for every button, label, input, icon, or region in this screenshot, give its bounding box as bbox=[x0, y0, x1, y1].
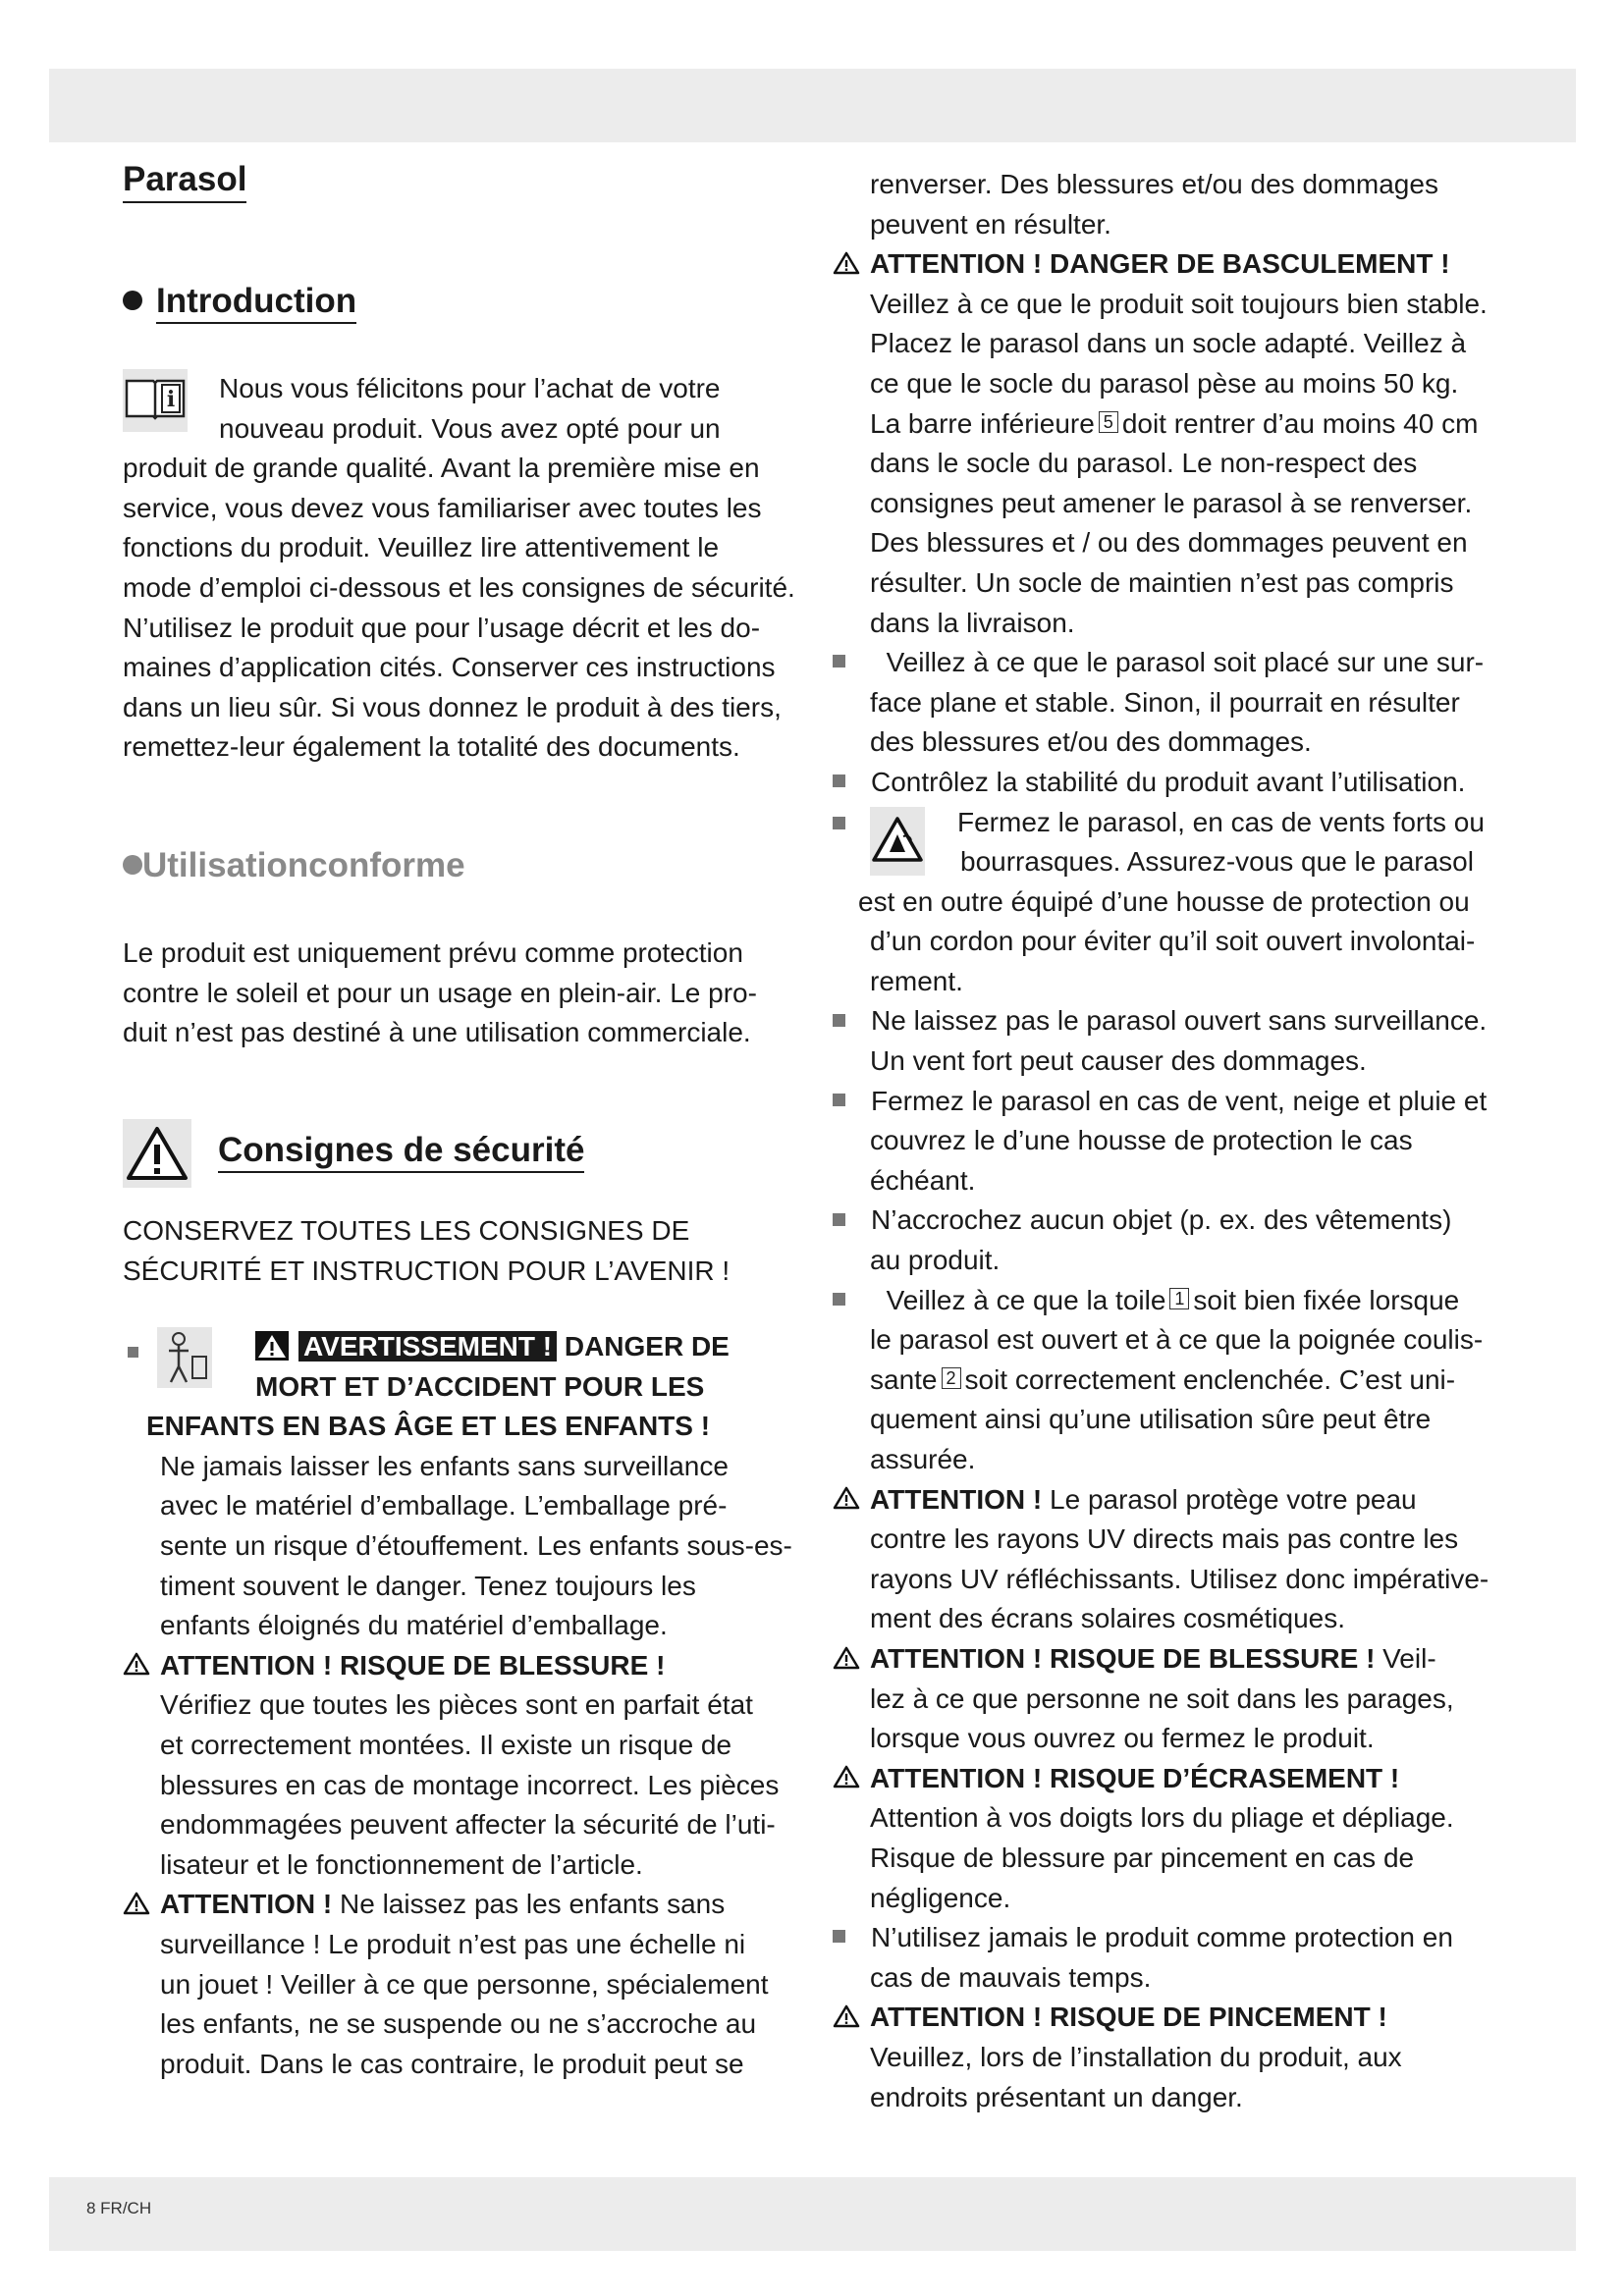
text-line: Veuillez, lors de l’installation du produit, aux bbox=[870, 2041, 1402, 2072]
warning-title-line: MORT ET D’ACCIDENT POUR LES bbox=[255, 1370, 705, 1402]
text-line: renverser. Des blessures et/ou des dommages bbox=[870, 169, 1438, 199]
info-book-icon bbox=[123, 369, 188, 432]
text-line: lez à ce que personne ne soit dans les parages, bbox=[870, 1682, 1454, 1714]
part-number-badge: 2 bbox=[942, 1367, 961, 1389]
text-line: service, vous devez vous familiariser avec toutes les bbox=[123, 492, 762, 523]
text-line: le parasol est ouvert et à ce que la poignée coulis- bbox=[870, 1324, 1484, 1356]
caution-title: ATTENTION ! RISQUE DE BLESSURE ! Veil- bbox=[833, 1639, 1530, 1680]
bullet-square-icon bbox=[833, 1213, 845, 1226]
text-line: enfants éloignés du matériel d’emballage. bbox=[160, 1610, 668, 1641]
text-line: Fermez le parasol, en cas de vents forts ou bbox=[957, 806, 1485, 837]
usage-section bbox=[123, 934, 810, 1053]
text-line: négligence. bbox=[870, 1882, 1011, 1913]
text-line: rement. bbox=[870, 965, 963, 996]
text-line: dans le socle du parasol. Le non-respect des bbox=[870, 448, 1418, 479]
bullet-square-icon bbox=[128, 1347, 138, 1358]
text-line: Ne jamais laisser les enfants sans surveillance bbox=[160, 1450, 729, 1481]
intro-heading: Introduction bbox=[123, 282, 356, 321]
list-item: Fermez le parasol en cas de vent, neige et pluie et bbox=[833, 1082, 1530, 1122]
text-line: est en outre équipé d’une housse de protection ou bbox=[858, 885, 1470, 917]
text-line: Des blessures et / ou des dommages peuvent en bbox=[870, 527, 1468, 559]
caution-triangle-icon bbox=[833, 2003, 860, 2029]
warning-badge: AVERTISSEMENT ! bbox=[298, 1331, 557, 1362]
bullet-dot-icon bbox=[123, 291, 142, 310]
text-line: Vérifiez que toutes les pièces sont en parfait état bbox=[160, 1689, 753, 1721]
footer-bar bbox=[49, 2177, 1576, 2251]
text-line: peuvent en résulter. bbox=[870, 208, 1111, 240]
bullet-square-icon bbox=[833, 655, 845, 667]
keep-notice bbox=[123, 1211, 810, 1291]
bullet-dot-icon bbox=[123, 855, 142, 875]
text-line: lorsque vous ouvrez ou fermez le produit. bbox=[870, 1723, 1375, 1754]
text-line: nouveau produit. Vous avez opté pour un bbox=[219, 412, 721, 444]
text-line: contre les rayons UV directs mais pas contre les bbox=[870, 1523, 1459, 1555]
header-bar bbox=[49, 69, 1576, 142]
caution-triangle-icon bbox=[833, 1645, 860, 1671]
part-number-badge: 1 bbox=[1169, 1288, 1189, 1309]
text-line: dans la livraison. bbox=[870, 607, 1075, 638]
text-line: assurée. bbox=[870, 1444, 976, 1474]
wind-warning-icon bbox=[870, 807, 925, 876]
text-line: surveillance ! Le produit n’est pas une échelle ni bbox=[160, 1928, 746, 1959]
warning-block bbox=[123, 1327, 820, 2084]
text-line: La barre inférieure 5 doit rentrer d’au moins 40 cm bbox=[870, 407, 1479, 439]
text-line: duit n’est pas destiné à une utilisation commerciale. bbox=[123, 1017, 751, 1048]
warning-title-line: ENFANTS EN BAS ÂGE ET LES ENFANTS ! bbox=[146, 1411, 711, 1442]
text-line: Attention à vos doigts lors du pliage et dépliage. bbox=[870, 1802, 1454, 1834]
bullet-square-icon bbox=[833, 774, 845, 787]
list-item: N’accrochez aucun objet (p. ex. des vêtements) bbox=[833, 1201, 1530, 1241]
text-line: cas de mauvais temps. bbox=[870, 1961, 1152, 1993]
text-line: produit. Dans le cas contraire, le produit peut se bbox=[160, 2048, 744, 2079]
text-line: dans un lieu sûr. Si vous donnez le produit à des tiers, bbox=[123, 691, 782, 722]
text-line: contre le soleil et pour un usage en plein-air. Le pro- bbox=[123, 977, 757, 1008]
text-line: remettez-leur également la totalité des documents. bbox=[123, 731, 740, 763]
page-title: Parasol bbox=[123, 160, 246, 203]
part-number-badge: 5 bbox=[1099, 411, 1118, 433]
text-line: résulter. Un socle de maintien n’est pas compris bbox=[870, 566, 1454, 598]
caution-title: ATTENTION ! Le parasol protège votre peau bbox=[833, 1480, 1530, 1521]
text-line: des blessures et/ou des dommages. bbox=[870, 726, 1312, 758]
list-item: N’utilisez jamais le produit comme protection en bbox=[833, 1918, 1530, 1958]
text-line: avec le matériel d’emballage. L’emballage pré- bbox=[160, 1490, 728, 1522]
caution-title: ATTENTION ! Ne laissez pas les enfants sans bbox=[123, 1885, 820, 1925]
text-line: ce que le socle du parasol pèse au moins 50 kg. bbox=[870, 367, 1459, 399]
text-line: SÉCURITÉ ET INSTRUCTION POUR L’AVENIR ! bbox=[123, 1255, 731, 1286]
caution-triangle-icon bbox=[123, 1891, 150, 1916]
text-line: CONSERVEZ TOUTES LES CONSIGNES DE bbox=[123, 1215, 690, 1246]
caution-triangle-icon bbox=[833, 1485, 860, 1511]
list-item: Veillez à ce que la toile 1 soit bien fixée lorsque bbox=[833, 1281, 1530, 1321]
text-line: endroits présentant un danger. bbox=[870, 2081, 1243, 2112]
text-line: couvrez le d’une housse de protection le cas bbox=[870, 1125, 1413, 1156]
text-line: N’utilisez le produit que pour l’usage décrit et les do- bbox=[123, 612, 761, 643]
text-line: produit de grande qualité. Avant la première mise en bbox=[123, 453, 760, 484]
intro-section bbox=[123, 369, 810, 768]
bullet-square-icon bbox=[833, 817, 845, 829]
list-item: Veillez à ce que le parasol soit placé sur une sur- bbox=[833, 643, 1530, 683]
list-item: Ne laissez pas le parasol ouvert sans surveillance. bbox=[833, 1001, 1530, 1041]
text-line: Nous vous félicitons pour l’achat de votre bbox=[219, 373, 721, 403]
text-line: Veillez à ce que le produit soit toujours bien stable. bbox=[870, 288, 1488, 319]
text-line: mode d’emploi ci-dessous et les consignes de sécurité. bbox=[123, 571, 795, 603]
bullet-square-icon bbox=[833, 1293, 845, 1306]
caution-triangle-icon bbox=[833, 250, 860, 276]
list-item bbox=[833, 803, 1530, 882]
text-line: endommagées peuvent affecter la sécurité de l’uti- bbox=[160, 1809, 776, 1841]
caution-title: ATTENTION ! DANGER DE BASCULEMENT ! bbox=[833, 244, 1530, 285]
caution-triangle-icon bbox=[123, 1651, 150, 1677]
text-line: Un vent fort peut causer des dommages. bbox=[870, 1045, 1367, 1077]
text-line: échéant. bbox=[870, 1164, 976, 1196]
child-warning-icon bbox=[157, 1327, 212, 1388]
list-item: Contrôlez la stabilité du produit avant l’utilisation. bbox=[833, 763, 1530, 803]
page-number: 8 FR/CH bbox=[86, 2199, 152, 2217]
text-line: Le produit est uniquement prévu comme protection bbox=[123, 937, 743, 968]
text-line: Risque de blessure par pincement en cas de bbox=[870, 1842, 1415, 1873]
bullet-square-icon bbox=[833, 1094, 845, 1106]
caution-triangle-icon bbox=[833, 1764, 860, 1789]
text-line: rayons UV réfléchissants. Utilisez donc impérative- bbox=[870, 1563, 1489, 1594]
warning-badge-icon bbox=[255, 1331, 289, 1361]
text-line: Placez le parasol dans un socle adapté. Veillez à bbox=[870, 328, 1467, 359]
text-line: fonctions du produit. Veuillez lire attentivement le bbox=[123, 532, 720, 563]
text-line: sente un risque d’étouffement. Les enfants sous-es- bbox=[160, 1529, 792, 1561]
text-line: timent souvent le danger. Tenez toujours les bbox=[160, 1570, 696, 1601]
text-line: les enfants, ne se suspende ou ne s’accroche au bbox=[160, 2008, 757, 2040]
text-line: face plane et stable. Sinon, il pourrait en résulter bbox=[870, 686, 1460, 718]
warning-title-line: AVERTISSEMENT ! DANGER DE bbox=[123, 1327, 820, 1367]
text-line: d’un cordon pour éviter qu’il soit ouvert involontai- bbox=[870, 926, 1476, 957]
svg-text:i: i bbox=[166, 387, 176, 412]
safety-heading: Consignes de sécurité bbox=[218, 1131, 584, 1170]
caution-title: ATTENTION ! RISQUE DE BLESSURE ! bbox=[123, 1646, 820, 1686]
warning-triangle-icon bbox=[123, 1119, 191, 1188]
text-line: sante 2 soit correctement enclenchée. C’est uni- bbox=[870, 1363, 1456, 1395]
text-line: et correctement montées. Il existe un risque de bbox=[160, 1729, 732, 1760]
text-line: maines d’application cités. Conserver ces instructions bbox=[123, 652, 776, 683]
right-column bbox=[833, 165, 1530, 2117]
text-line: au produit. bbox=[870, 1245, 1001, 1276]
text-line: blessures en cas de montage incorrect. Les pièces bbox=[160, 1769, 780, 1800]
text-line: bourrasques. Assurez-vous que le parasol bbox=[960, 846, 1474, 878]
text-line: consignes peut amener le parasol à se renverser. bbox=[870, 487, 1473, 518]
caution-title: ATTENTION ! RISQUE D’ÉCRASEMENT ! bbox=[833, 1759, 1530, 1799]
text-line: un jouet ! Veiller à ce que personne, spécialement bbox=[160, 1968, 769, 2000]
bullet-square-icon bbox=[833, 1930, 845, 1943]
usage-heading: Utilisationconforme bbox=[123, 846, 465, 885]
text-line: ment des écrans solaires cosmétiques. bbox=[870, 1603, 1345, 1634]
text-line: lisateur et le fonctionnement de l’article. bbox=[160, 1848, 643, 1880]
caution-title: ATTENTION ! RISQUE DE PINCEMENT ! bbox=[833, 1998, 1530, 2038]
bullet-square-icon bbox=[833, 1014, 845, 1027]
text-line: quement ainsi qu’une utilisation sûre peut être bbox=[870, 1404, 1432, 1435]
